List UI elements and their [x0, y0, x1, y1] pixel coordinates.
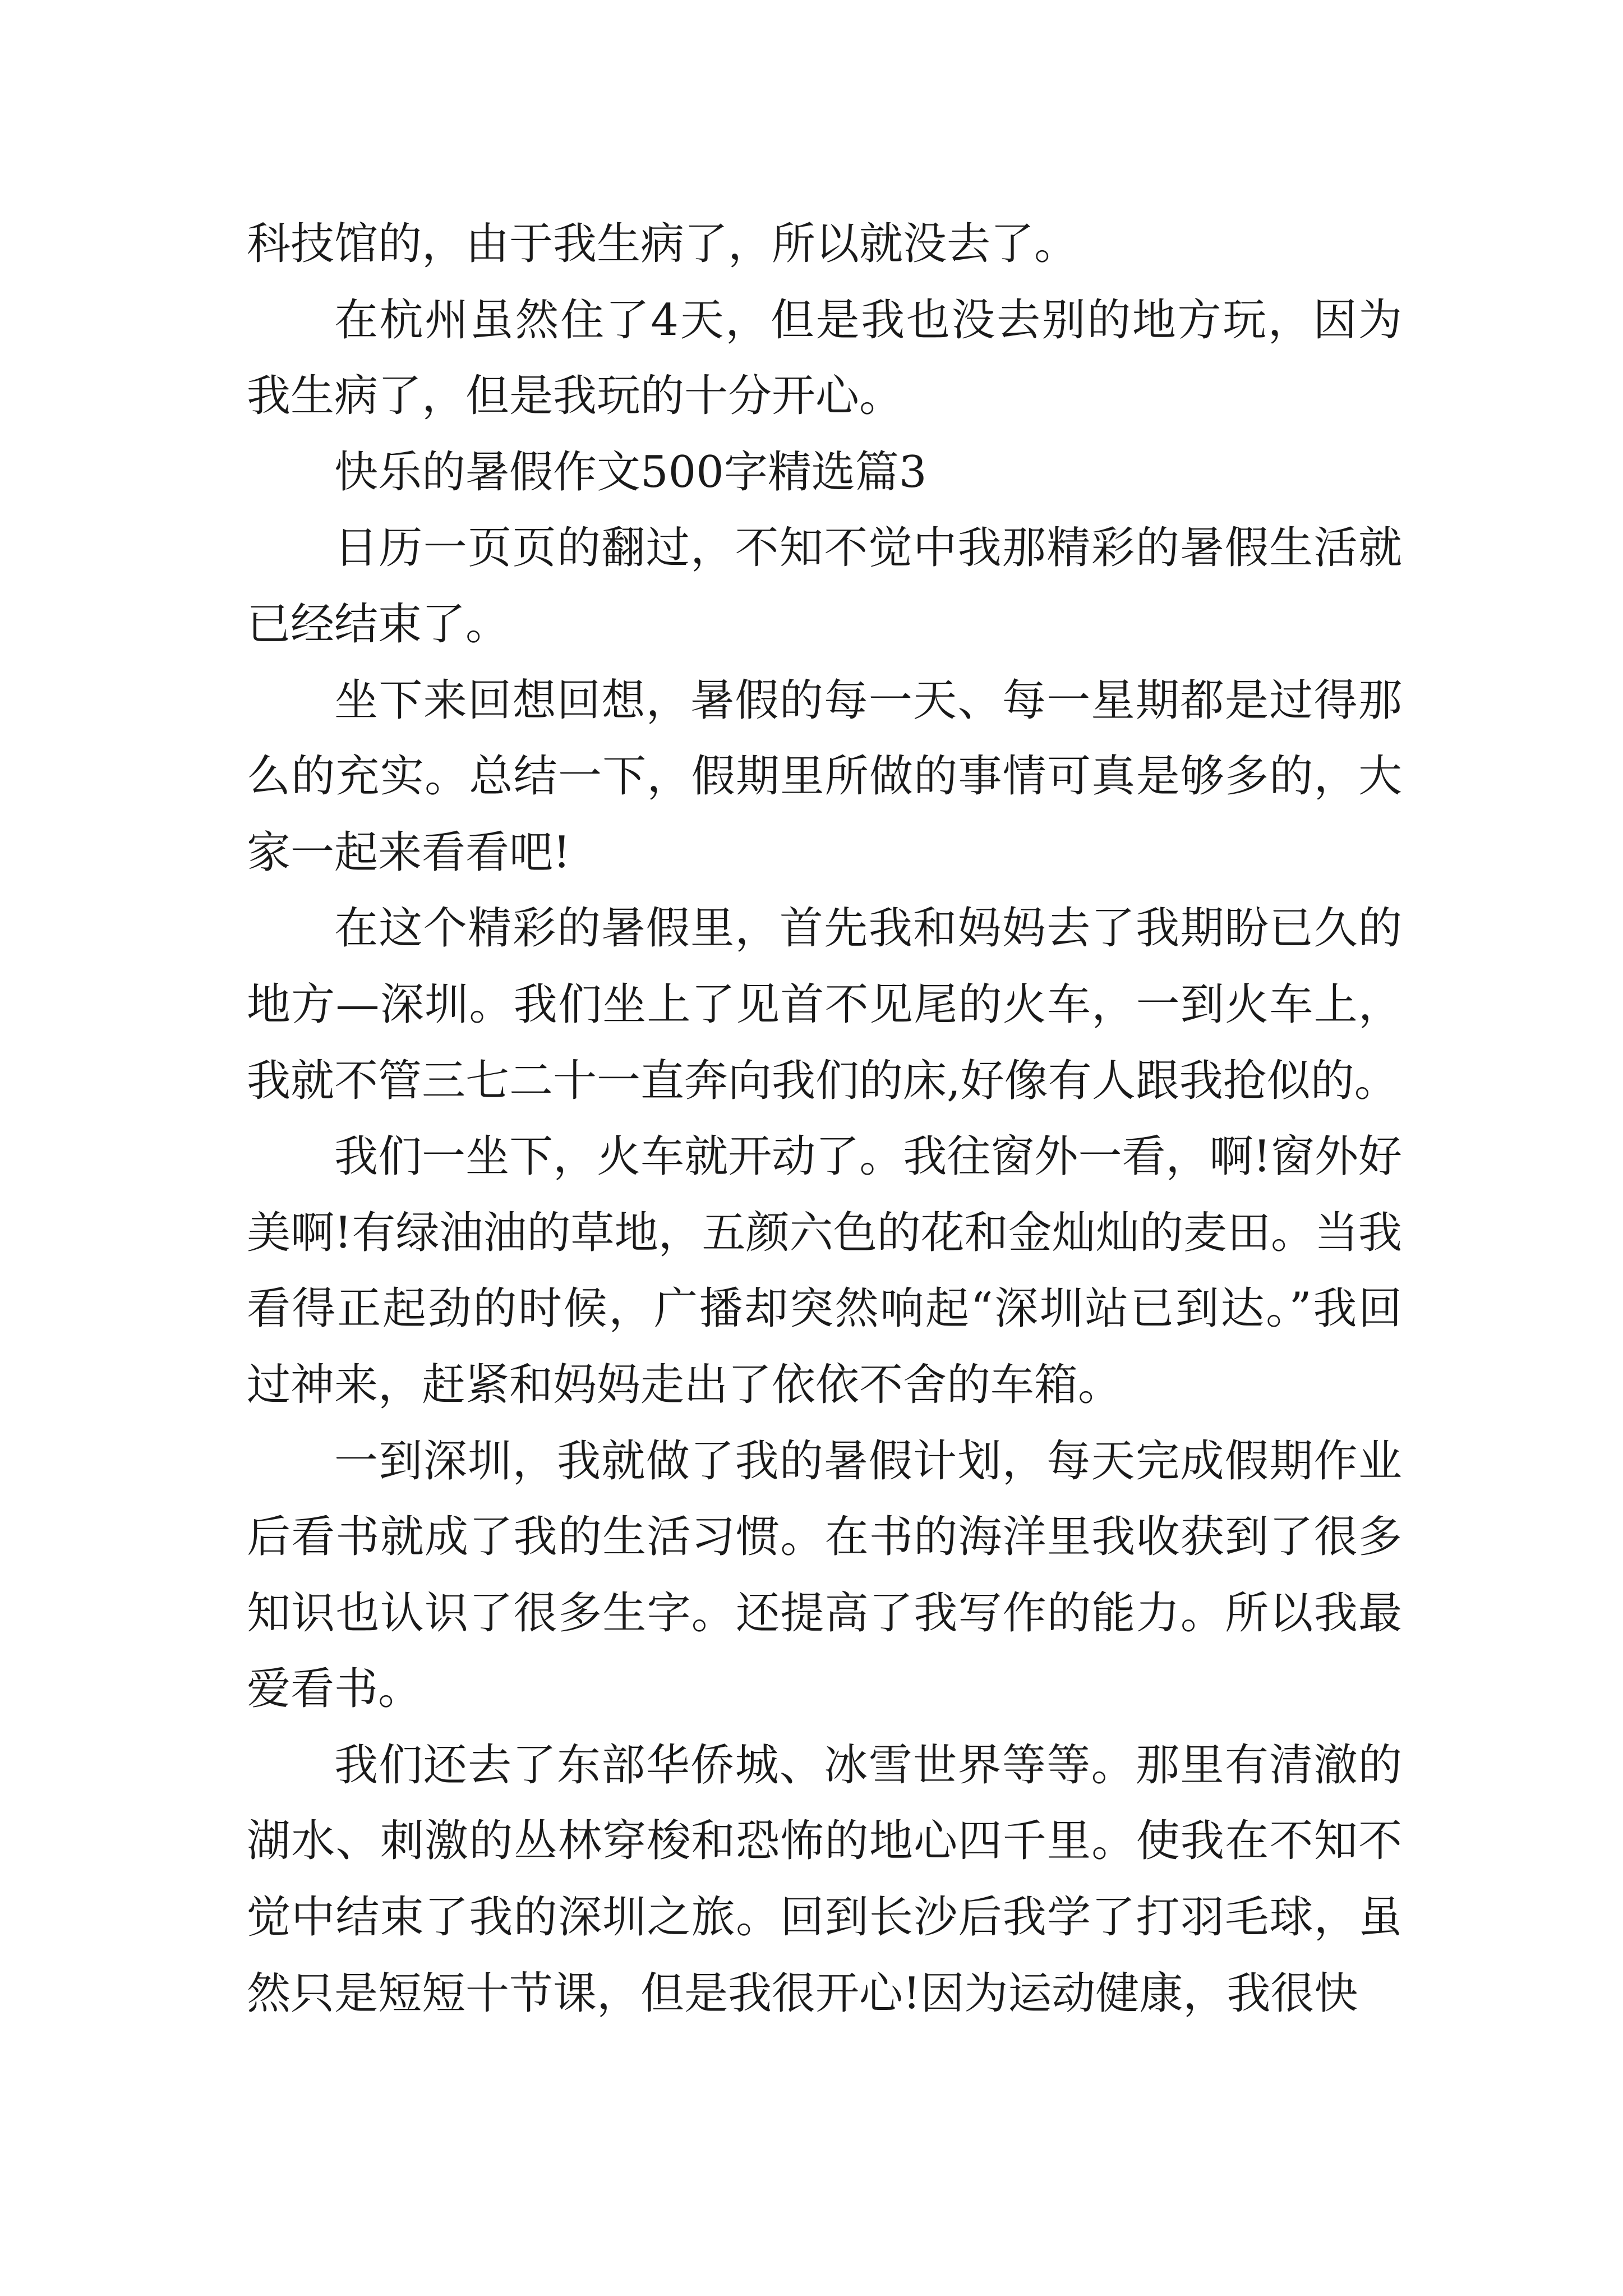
- paragraph: 我们一坐下，火车就开动了。我往窗外一看，啊!窗外好美啊!有绿油油的草地，五颜六色的花和金灿灿的麦田。当我看得正起劲的时候，广播却突然响起“深圳站已到达。”我回过神来，赶紧和妈妈走出了依依不舍的车箱。: [247, 1131, 1402, 1410]
- paragraph-continued: 科技馆的，由于我生病了，所以就没去了。: [247, 219, 1078, 269]
- paragraph: 在这个精彩的暑假里，首先我和妈妈去了我期盼已久的地方—深圳。我们坐上了见首不见尾的火车，一到火车上，我就不管三七二十一直奔向我们的床,好像有人跟我抢似的。: [247, 903, 1402, 1106]
- paragraph: 一到深圳，我就做了我的暑假计划，每天完成假期作业后看书就成了我的生活习惯。在书的海洋里我收获到了很多知识也认识了很多生字。还提高了我写作的能力。所以我最爱看书。: [247, 1435, 1402, 1715]
- paragraph: 日历一页页的翻过，不知不觉中我那精彩的暑假生活就已经结束了。: [247, 523, 1402, 650]
- paragraph: 坐下来回想回想，暑假的每一天、每一星期都是过得那么的充实。总结一下，假期里所做的事情可真是够多的，大家一起来看看吧!: [247, 675, 1402, 878]
- document-body: [247, 206, 1402, 2032]
- paragraph: 我们还去了东部华侨城、冰雪世界等等。那里有清澈的湖水、刺激的丛林穿梭和恐怖的地心四千里。使我在不知不觉中结束了我的深圳之旅。回到长沙后我学了打羽毛球，虽然只是短短十节课，但是我很开心!因为运动健康，我很快: [247, 1740, 1402, 2019]
- paragraph: 在杭州虽然住了4天，但是我也没去别的地方玩，因为我生病了，但是我玩的十分开心。: [247, 295, 1402, 422]
- section-heading: 快乐的暑假作文500字精选篇3: [334, 447, 927, 498]
